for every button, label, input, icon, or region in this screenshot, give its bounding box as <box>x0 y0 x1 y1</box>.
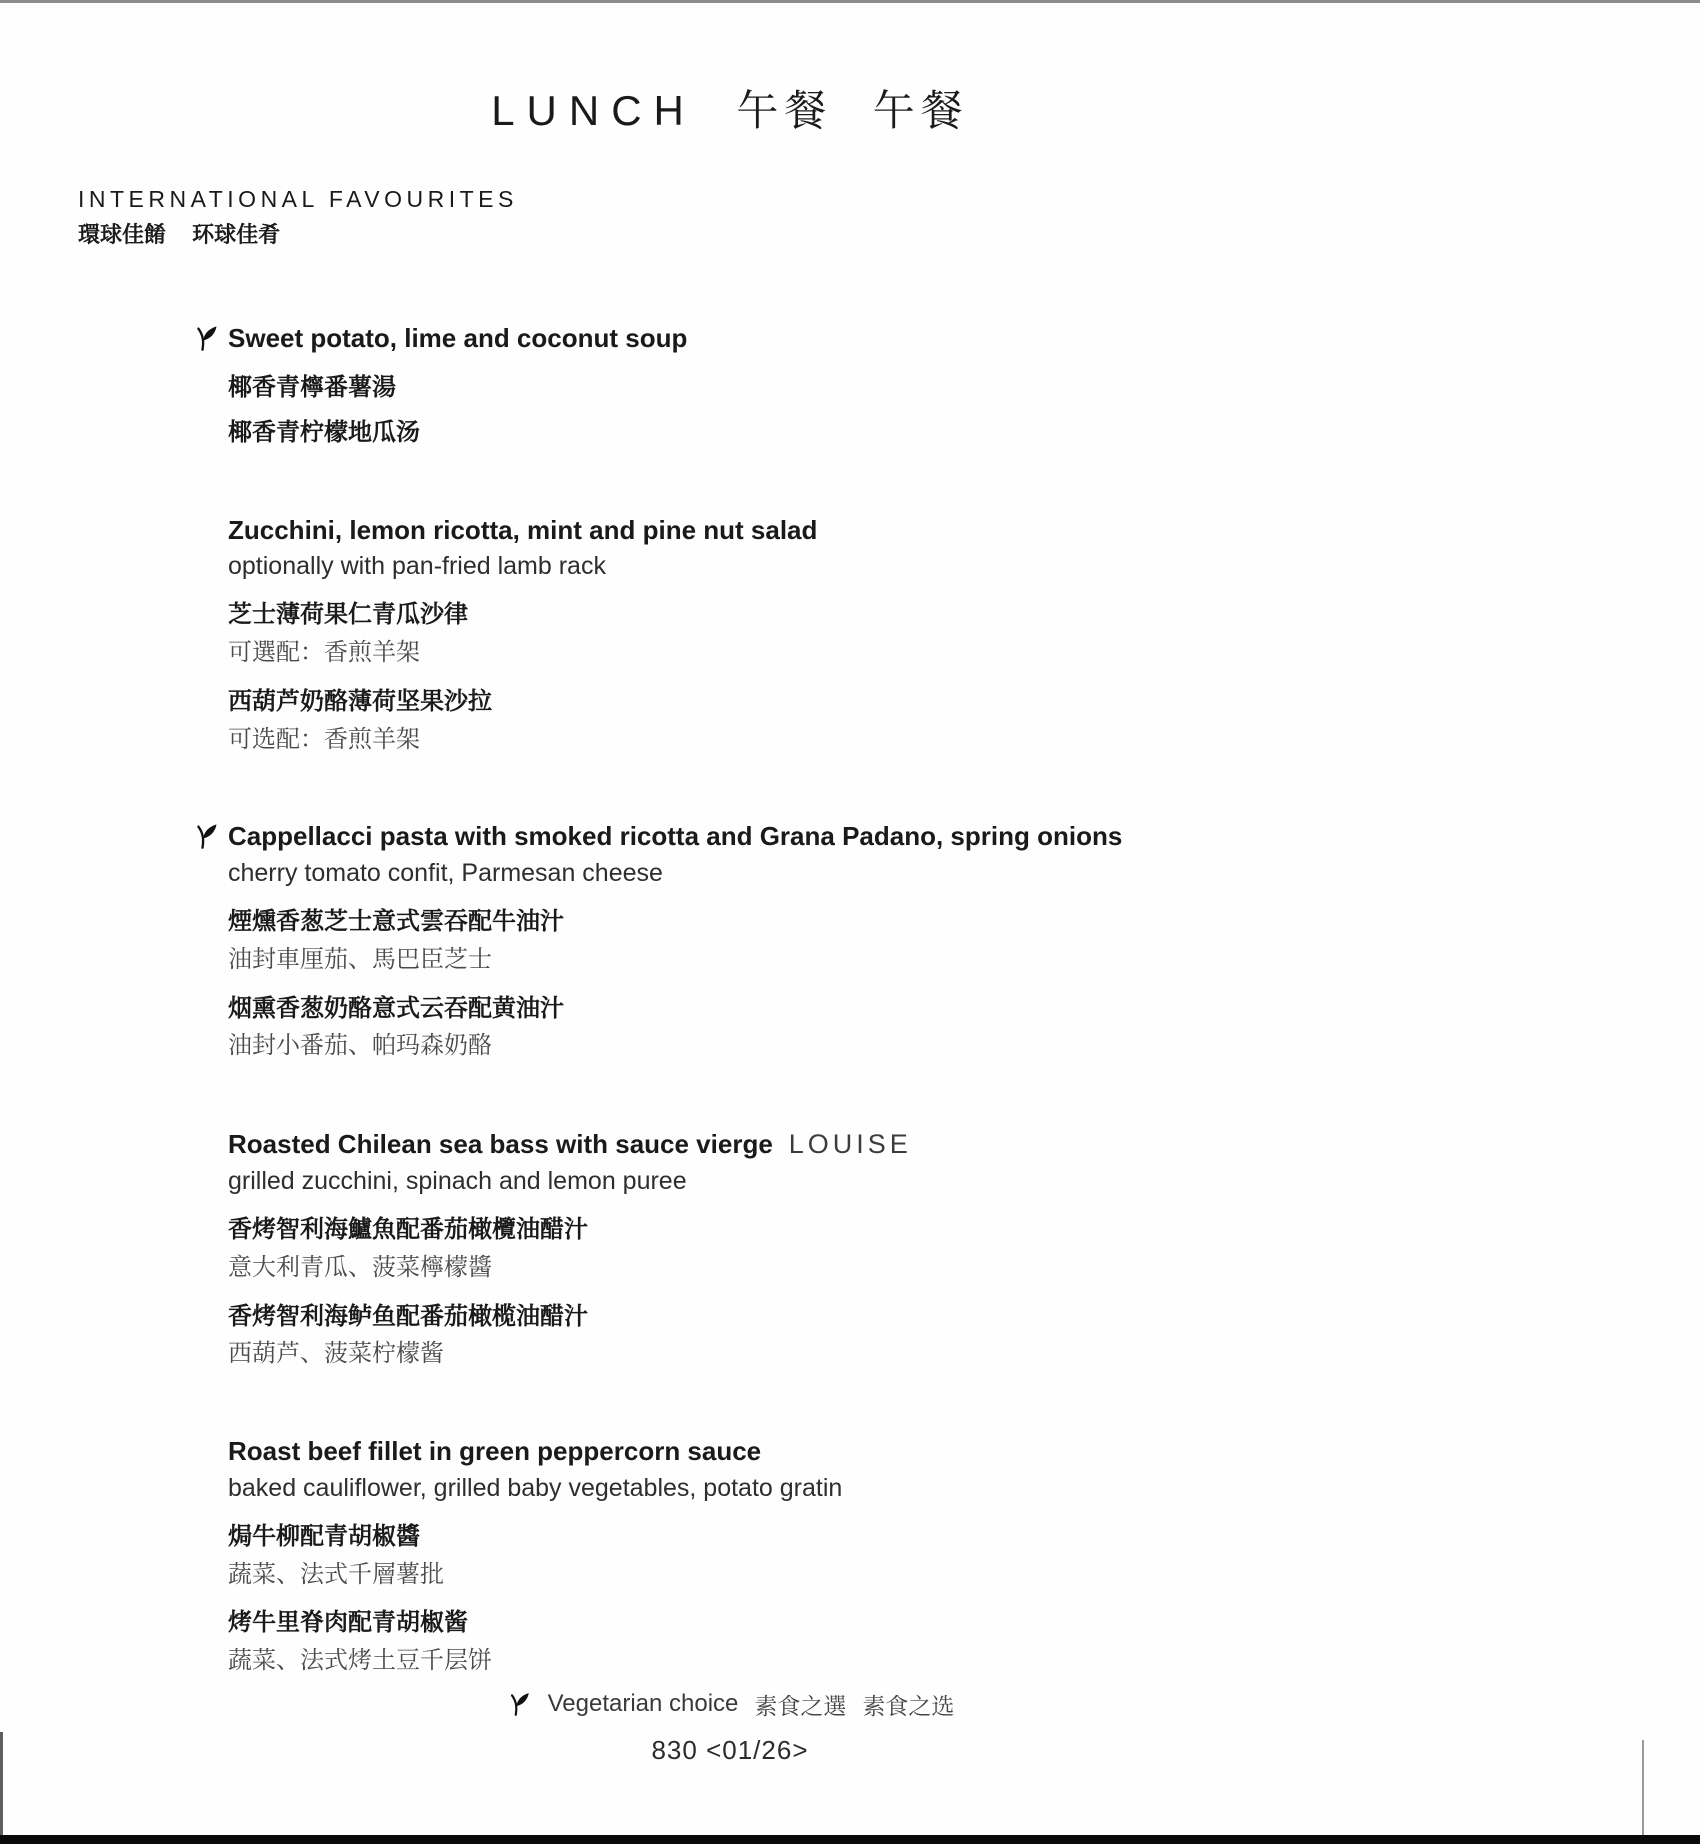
section-subtitle-trad: 環球佳餚 <box>78 221 167 247</box>
menu-item <box>228 1437 1700 1676</box>
dish-name-zh: 煙燻香葱芝士意式雲吞配牛油汁 <box>228 907 564 935</box>
dish-name-en: Zucchini, lemon ricotta, mint and pine nut salad <box>228 514 818 545</box>
dish-name-zh: 芝士薄荷果仁青瓜沙律 <box>228 601 468 629</box>
scan-artifact-right <box>1642 1740 1644 1844</box>
menu-items <box>228 324 1700 1676</box>
dish-desc-en: cherry tomato confit, Parmesan cheese <box>228 859 663 888</box>
dish-desc-zh: 意大利青瓜、菠菜檸檬醬 <box>228 1253 492 1281</box>
page-title <box>0 0 1460 134</box>
dish-name-row <box>228 822 1700 852</box>
vegetarian-leaf-icon <box>192 324 220 352</box>
vegetarian-leaf-icon <box>506 1691 532 1717</box>
dish-desc-en: baked cauliflower, grilled baby vegetables, potato gratin <box>228 1474 843 1503</box>
dish-desc-en: optionally with pan-fried lamb rack <box>228 552 606 581</box>
dish-name-zh: 焗牛柳配青胡椒醬 <box>228 1522 420 1550</box>
section-subtitle-simp: 环球佳肴 <box>192 221 281 247</box>
page-title-en: LUNCH <box>491 87 696 134</box>
dish-name-zh: 香烤智利海鲈鱼配番茄橄榄油醋汁 <box>228 1302 588 1330</box>
vegetarian-leaf-icon <box>192 822 220 850</box>
dish-name-en: Sweet potato, lime and coconut soup <box>228 323 688 354</box>
menu-item <box>228 516 1700 755</box>
dish-desc-zh: 蔬菜、法式千層薯批 <box>228 1560 444 1588</box>
top-scan-rule <box>0 0 1700 3</box>
section-subtitle <box>78 222 1700 248</box>
dish-name-row <box>228 516 1700 546</box>
dish-name-en: Cappellacci pasta with smoked ricotta and Grana Padano, spring onions <box>228 821 1123 852</box>
dish-desc-zh: 西葫芦、菠菜柠檬酱 <box>228 1340 444 1368</box>
dish-name-en: Roasted Chilean sea bass with sauce vierge <box>228 1129 773 1160</box>
dish-desc-zh: 可选配：香煎羊架 <box>228 725 420 753</box>
menu-item <box>228 324 1700 447</box>
dish-name-zh: 椰香青檸番薯湯 <box>228 373 396 401</box>
dish-name-zh: 香烤智利海鱸魚配番茄橄欖油醋汁 <box>228 1215 588 1243</box>
dish-desc-en: grilled zucchini, spinach and lemon puree <box>228 1167 687 1196</box>
section-title: INTERNATIONAL FAVOURITES <box>78 186 518 213</box>
vegetarian-legend <box>0 1688 1460 1721</box>
bottom-scan-bar <box>0 1835 1700 1844</box>
legend-zh-trad: 素食之選 <box>754 1692 847 1719</box>
dish-name-row <box>228 324 1700 354</box>
page-title-zh-trad: 午餐 <box>736 87 833 134</box>
scan-artifact-left <box>0 1732 3 1844</box>
legend-text: Vegetarian choice <box>547 1690 739 1718</box>
section-header <box>78 186 1700 248</box>
dish-desc-zh: 油封車厘茄、馬巴臣芝士 <box>228 945 492 973</box>
dish-desc-zh: 可選配：香煎羊架 <box>228 638 420 666</box>
page-title-zh-simp: 午餐 <box>872 87 969 134</box>
dish-brand-tag: LOUISE <box>788 1129 912 1160</box>
dish-desc-zh: 蔬菜、法式烤土豆千层饼 <box>228 1647 492 1675</box>
dish-name-zh: 烤牛里脊肉配青胡椒酱 <box>228 1609 468 1637</box>
dish-name-row <box>228 1437 1700 1467</box>
dish-name-en: Roast beef fillet in green peppercorn sauce <box>228 1436 762 1467</box>
page-number: 830 <01/26> <box>651 1734 809 1765</box>
legend-zh-simp: 素食之选 <box>862 1692 955 1719</box>
menu-item <box>228 1129 1700 1369</box>
dish-name-zh: 烟熏香葱奶酪意式云吞配黄油汁 <box>228 994 564 1022</box>
menu-item <box>228 822 1700 1061</box>
dish-name-row <box>228 1129 1700 1160</box>
dish-name-zh: 西葫芦奶酪薄荷坚果沙拉 <box>228 687 492 715</box>
dish-name-zh: 椰香青柠檬地瓜汤 <box>228 418 420 446</box>
dish-desc-zh: 油封小番茄、帕玛森奶酪 <box>228 1032 492 1060</box>
